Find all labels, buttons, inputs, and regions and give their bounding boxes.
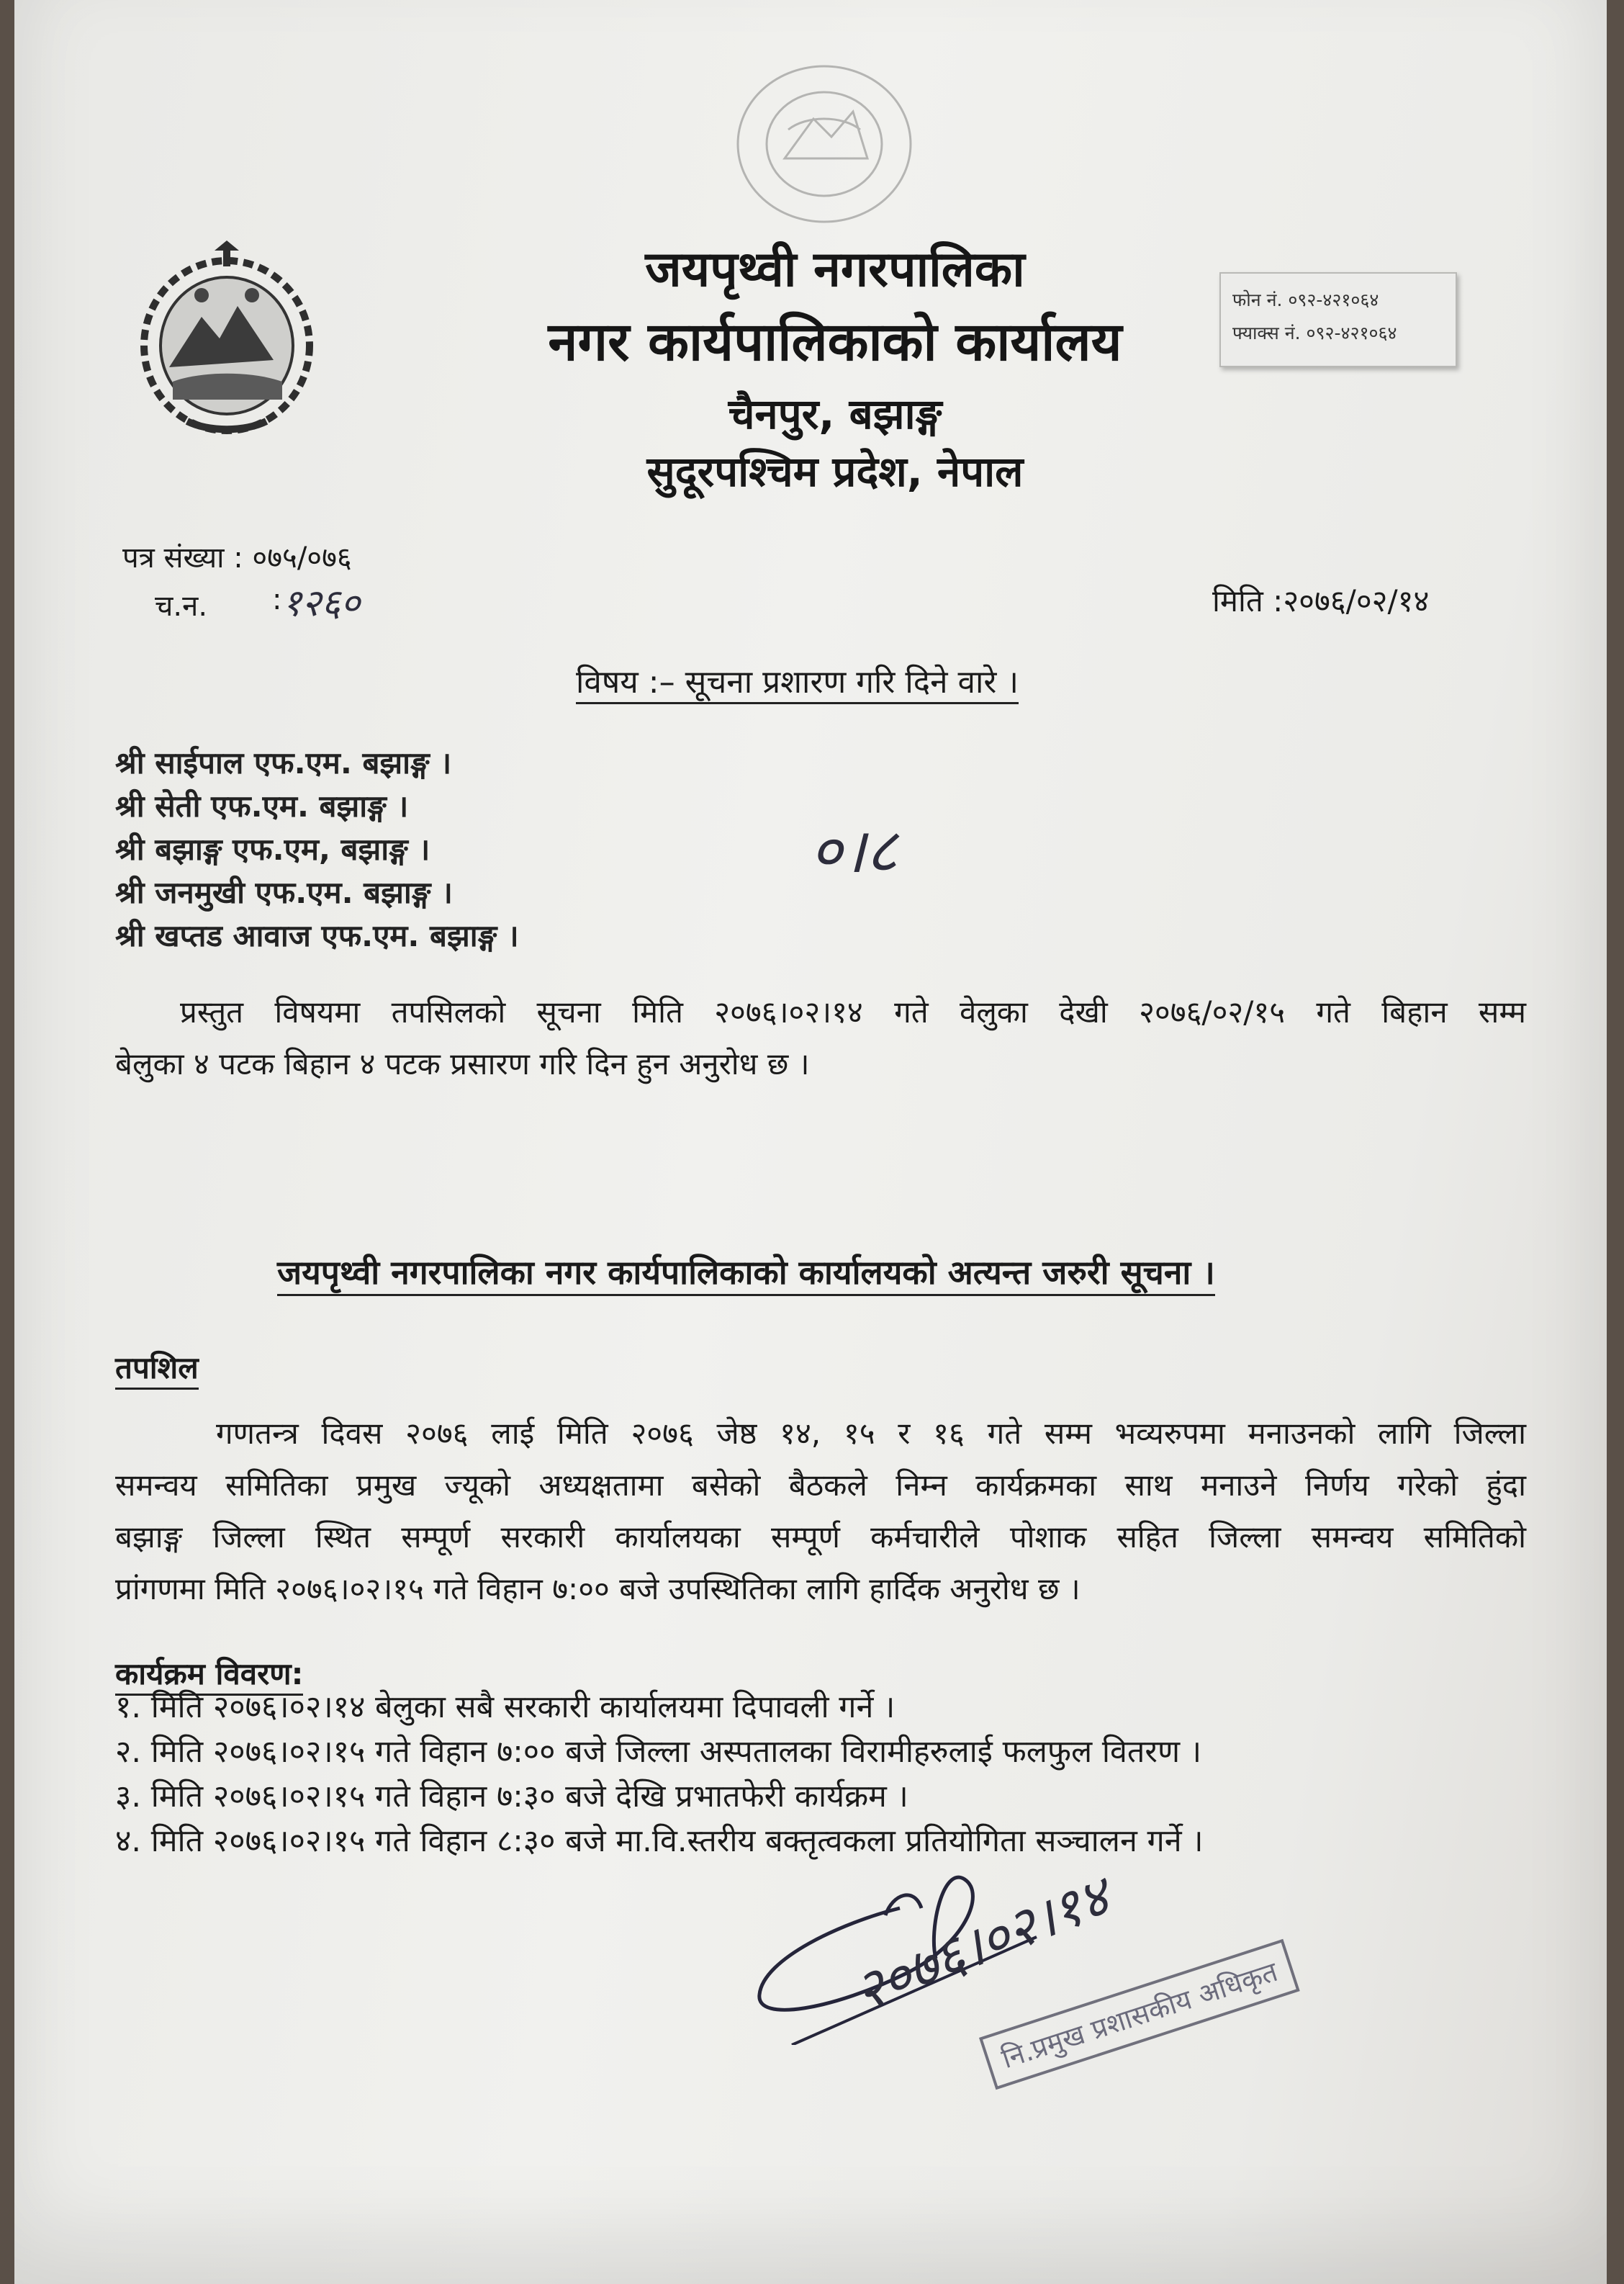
dispatch-colon: : <box>272 583 282 616</box>
details-line: बझाङ्ग जिल्ला स्थित सम्पूर्ण सरकारी कार्यालयका सम्पूर्ण कर्मचारीले पोशाक सहित जिल्ला समन्वय समितिको <box>115 1519 1526 1555</box>
designation-stamp: नि.प्रमुख प्रशासकीय अधिकृत <box>979 1939 1300 2090</box>
program-item: १. मिति २०७६।०२।१४ बेलुका सबै सरकारी कार्यालयमा दिपावली गर्ने । <box>115 1689 896 1725</box>
details-paragraph <box>115 1408 1526 1615</box>
phone-number: फोन नं. ०९२-४२१०६४ <box>1232 289 1379 310</box>
recipient: श्री जनमुखी एफ.एम. बझाङ्ग । <box>115 875 453 910</box>
letter-date: मिति :२०७६/०२/१४ <box>1212 583 1430 619</box>
request-line-1: प्रस्तुत विषयमा तपसिलको सूचना मिति २०७६।०२।१४ गते वेलुका देखी २०७६/०२/१५ गते बिहान सम्म <box>180 994 1526 1030</box>
recipient: श्री सेती एफ.एम. बझाङ्ग । <box>115 788 409 824</box>
nepal-emblem-icon <box>130 238 324 446</box>
top-office-seal <box>705 50 950 259</box>
notice-title-wrap <box>277 1249 1215 1296</box>
request-paragraph <box>115 986 1526 1038</box>
details-line: गणतन्त्र दिवस २०७६ लाई मिति २०७६ जेष्ठ १४, १५ र १६ गते सम्म भव्यरुपमा मनाउनको लागि जिल्ला <box>216 1416 1526 1451</box>
contact-box <box>1219 272 1457 367</box>
reference-number: पत्र संख्या : ०७५/०७६ <box>122 541 352 575</box>
details-heading-wrap <box>115 1346 199 1390</box>
notice-title: जयपृथ्वी नगरपालिका नगर कार्यपालिकाको कार्यालयको अत्यन्त जरुरी सूचना । <box>277 1249 1215 1296</box>
subject-line <box>576 659 1019 704</box>
details-heading: तपशिल <box>115 1346 199 1390</box>
recipient: श्री खप्तड आवाज एफ.एम. बझाङ्ग । <box>115 918 519 953</box>
office-name: नगर कार्यपालिकाको कार्यालय <box>548 311 1122 373</box>
recipient: श्री साईपाल एफ.एम. बझाङ्ग । <box>115 745 452 781</box>
recipient: श्री बझाङ्ग एफ.एम, बझाङ्ग । <box>115 832 430 867</box>
signature-date: २०७६।०२।१४ <box>844 1863 1119 2024</box>
details-line: समन्वय समितिका प्रमुख ज्यूको अध्यक्षतामा बसेको बैठकले निम्न कार्यक्रमका साथ मनाउने निर्णय गरेको हुंदा <box>115 1467 1526 1503</box>
handwritten-mark: ०।८ <box>810 815 898 887</box>
program-item: ३. मिति २०७६।०२।१५ गते विहान ७:३० बजे देखि प्रभातफेरी कार्यक्रम । <box>115 1779 908 1815</box>
municipality-name: जयपृथ्वी नगरपालिका <box>645 241 1025 298</box>
office-province: सुदूरपश्चिम प्रदेश, नेपाल <box>646 447 1024 496</box>
program-item: ४. मिति २०७६।०२।१५ गते विहान ८:३० बजे मा.वि.स्तरीय बक्तृत्वकला प्रतियोगिता सञ्चालन गर्ने । <box>115 1823 1204 1859</box>
letter-paper <box>14 0 1607 2284</box>
office-location: चैनपुर, बझाङ्ग <box>728 390 942 439</box>
fax-number: फ्याक्स नं. ०९२-४२१०६४ <box>1232 323 1397 343</box>
request-line-2: बेलुका ४ पटक बिहान ४ पटक प्रसारण गरि दिन हुन अनुरोध छ । <box>115 1046 810 1082</box>
program-list <box>115 1685 1204 1863</box>
details-line: प्रांगणमा मिति २०७६।०२।१५ गते विहान ७:०० बजे उपस्थितिका लागि हार्दिक अनुरोध छ । <box>115 1571 1081 1606</box>
recipients-list <box>115 742 519 958</box>
dispatch-label: च.न. <box>155 590 208 623</box>
program-item: २. मिति २०७६।०२।१५ गते विहान ७:०० बजे जिल्ला अस्पतालका विरामीहरुलाई फलफुल वितरण । <box>115 1734 1202 1770</box>
dispatch-number: १२६० <box>282 582 361 625</box>
subject-text: विषय :– सूचना प्रशारण गरि दिने वारे । <box>576 659 1019 704</box>
program-heading: कार्यक्रम विवरण: <box>115 1653 303 1696</box>
